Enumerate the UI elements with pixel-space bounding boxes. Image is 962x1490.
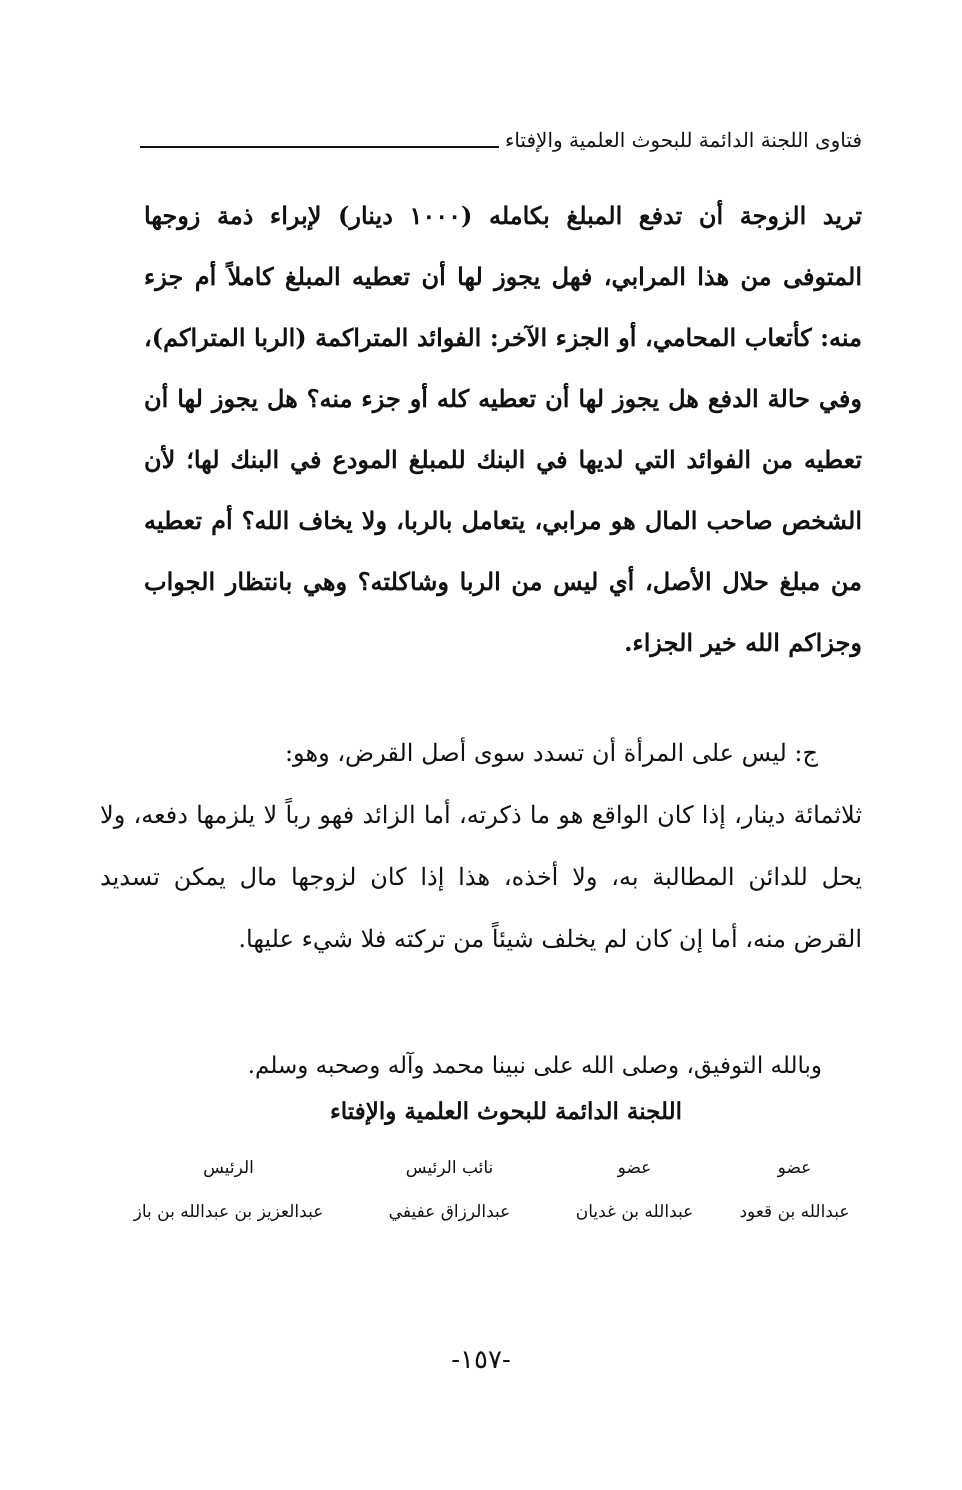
- signatory-names: [100, 1202, 862, 1222]
- running-header: [140, 120, 862, 160]
- question-paragraph: تريد الزوجة أن تدفع المبلغ بكامله (١٠٠٠ دينار) لإبراء ذمة زوجها المتوفى من هذا المرابي، فهل يجوز لها أن تعطيه المبلغ كاملاً أم جزء منه: كأتعاب المحامي، أو الجزء الآخر: الفوائد المتراكمة (الربا المتراكم)، وفي حالة الدفع هل يجوز لها أن تعطيه كله أو جزء منه؟ هل يجوز لها أن تعطيه من الفوائد التي لديها في البنك للمبلغ المودع في البنك لها؛ لأن الشخص صاحب المال هو مرابي، يتعامل بالربا، ولا يخاف الله؟ أم تعطيه من مبلغ حلال الأصل، أي ليس من الربا وشاكلته؟ وهي بانتظار الجواب وجزاكم الله خير الجزاء.: [144, 201, 862, 657]
- closing-line: وبالله التوفيق، وصلى الله على نبينا محمد وآله وصحبه وسلم.: [247, 1053, 822, 1079]
- answer-first-line: ج: ليس على المرأة أن تسدد سوى أصل القرض، وهو:: [284, 739, 818, 767]
- role-member-2: عضو: [617, 1158, 652, 1178]
- signatory-name-3: عبدالرزاق عفيفي: [388, 1202, 511, 1222]
- role-member-1: عضو: [777, 1158, 812, 1178]
- signatory-name-4: عبدالعزيز بن عبدالله بن باز: [133, 1202, 324, 1222]
- signatory-roles: [100, 1158, 862, 1178]
- header-rule: [140, 146, 499, 148]
- signatory-name-2: عبدالله بن غديان: [575, 1202, 694, 1222]
- running-title: فتاوى اللجنة الدائمة للبحوث العلمية والإفتاء: [504, 128, 862, 152]
- role-president: الرئيس: [203, 1158, 254, 1178]
- committee-name: اللجنة الدائمة للبحوث العلمية والإفتاء: [329, 1098, 683, 1125]
- answer-paragraph: [100, 722, 862, 970]
- signatory-name-1: عبدالله بن قعود: [739, 1202, 850, 1222]
- page-number: -١٥٧-: [451, 1345, 511, 1375]
- role-vice-president: نائب الرئيس: [405, 1158, 494, 1178]
- answer-rest: ثلاثمائة دينار، إذا كان الواقع هو ما ذكرته، أما الزائد فهو رباً لا يلزمها دفعه، ولا يحل للدائن المطالبة به، ولا أخذه، هذا إذا كان لزوجها مال يمكن تسديد القرض منه، أما إن كان لم يخلف شيئاً من تركته فلا شيء عليها.: [100, 801, 862, 953]
